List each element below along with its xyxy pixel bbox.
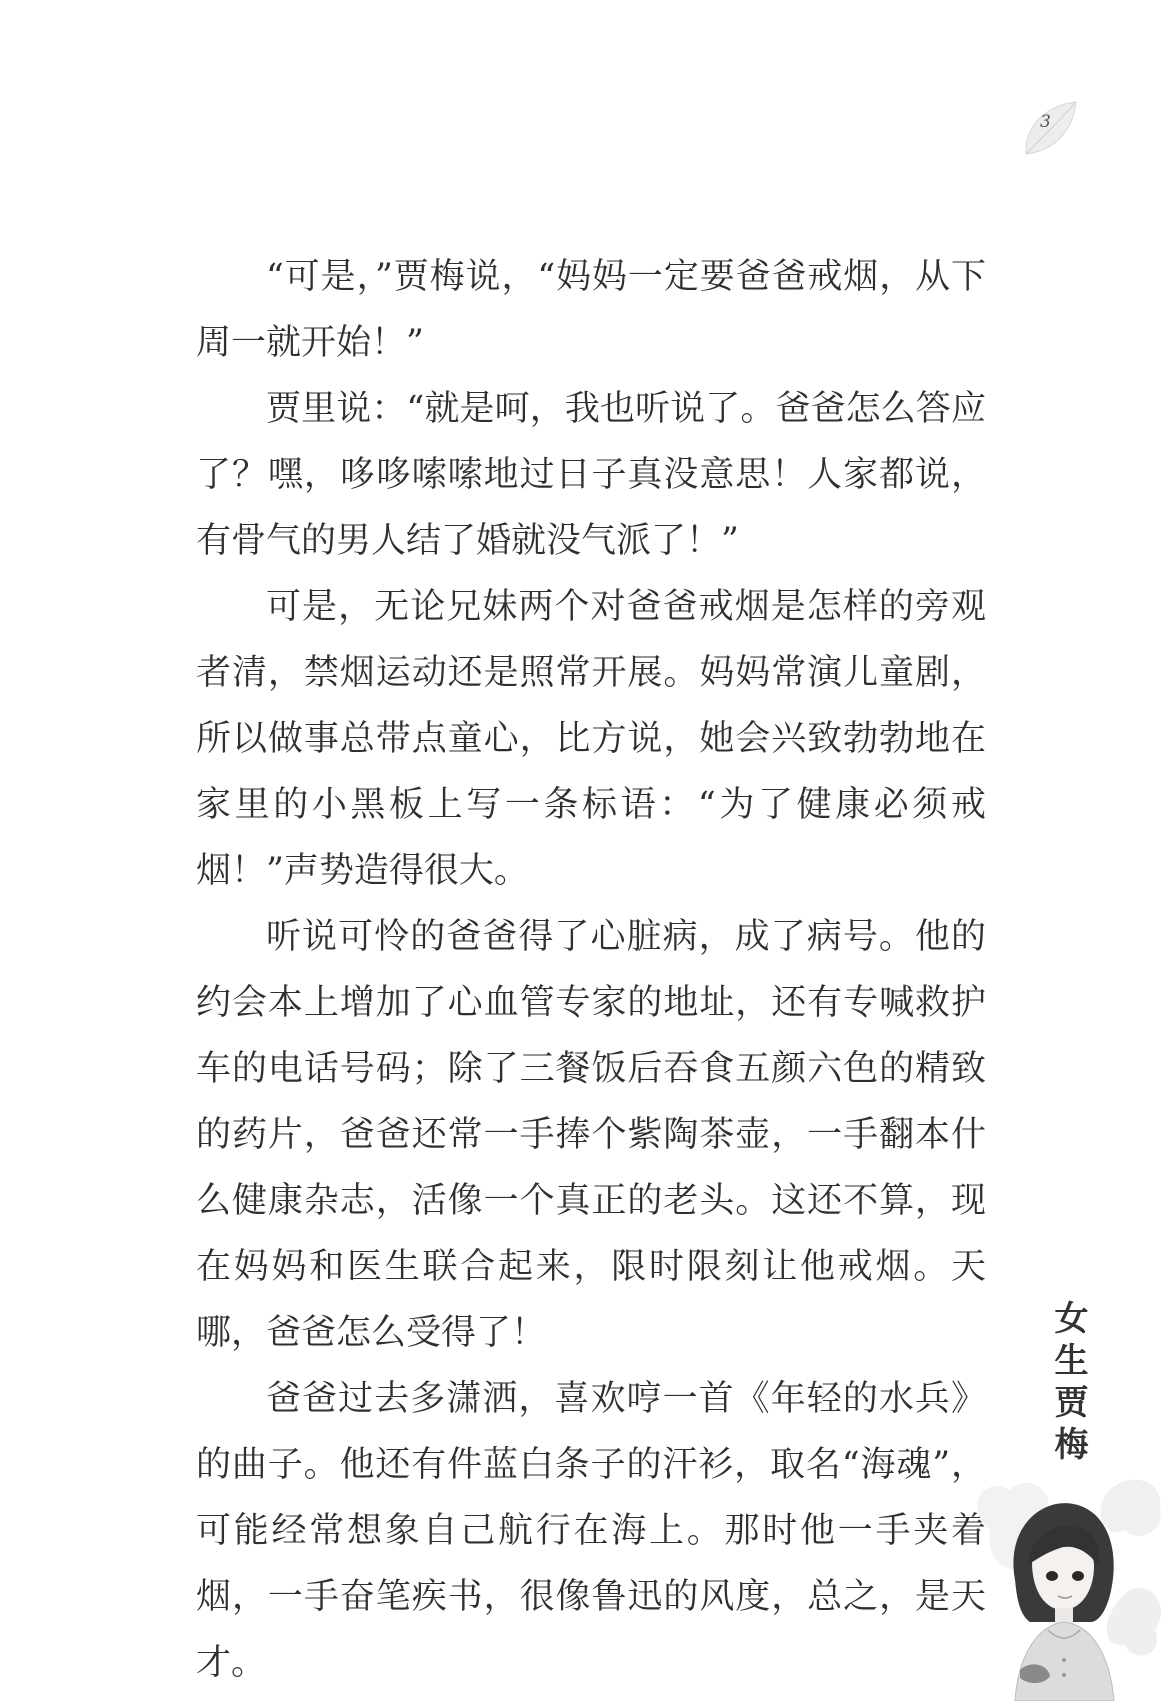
leaf-icon xyxy=(1018,96,1084,162)
paragraph: 爸爸过去多潇洒，喜欢哼一首《年轻的水兵》的曲子。他还有件蓝白条子的汗衫，取名“海魂”，可能经常想象自己航行在海上。那时他一手夹着烟，一手奋笔疾书，很像鲁迅的风度，总之，是天才。 xyxy=(196,1379,986,1683)
body-text xyxy=(196,244,986,1696)
paragraph: 贾里说：“就是呵，我也听说了。爸爸怎么答应了？嘿，哆哆嗦嗦地过日子真没意思！人家都说，有骨气的男人结了婚就没气派了！” xyxy=(196,389,986,561)
paragraph: 可是，无论兄妹两个对爸爸戒烟是怎样的旁观者清，禁烟运动还是照常开展。妈妈常演儿童剧，所以做事总带点童心，比方说，她会兴致勃勃地在家里的小黑板上写一条标语：“为了健康必须戒烟！”声势造得很大。 xyxy=(196,587,986,891)
side-book-title: 女生贾梅 xyxy=(1048,1300,1088,1468)
girl-illustration xyxy=(960,1470,1165,1701)
paragraph: 听说可怜的爸爸得了心脏病，成了病号。他的约会本上增加了心血管专家的地址，还有专喊救护车的电话号码；除了三餐饭后吞食五颜六色的精致的药片，爸爸还常一手捧个紫陶茶壶，一手翻本什么健康杂志，活像一个真正的老头。这还不算，现在妈妈和医生联合起来，限时限刻让他戒烟。天哪，爸爸怎么受得了！ xyxy=(196,917,986,1353)
page-number: 3 xyxy=(1040,112,1051,132)
paragraph: “可是，”贾梅说，“妈妈一定要爸爸戒烟，从下周一就开始！” xyxy=(196,257,986,363)
